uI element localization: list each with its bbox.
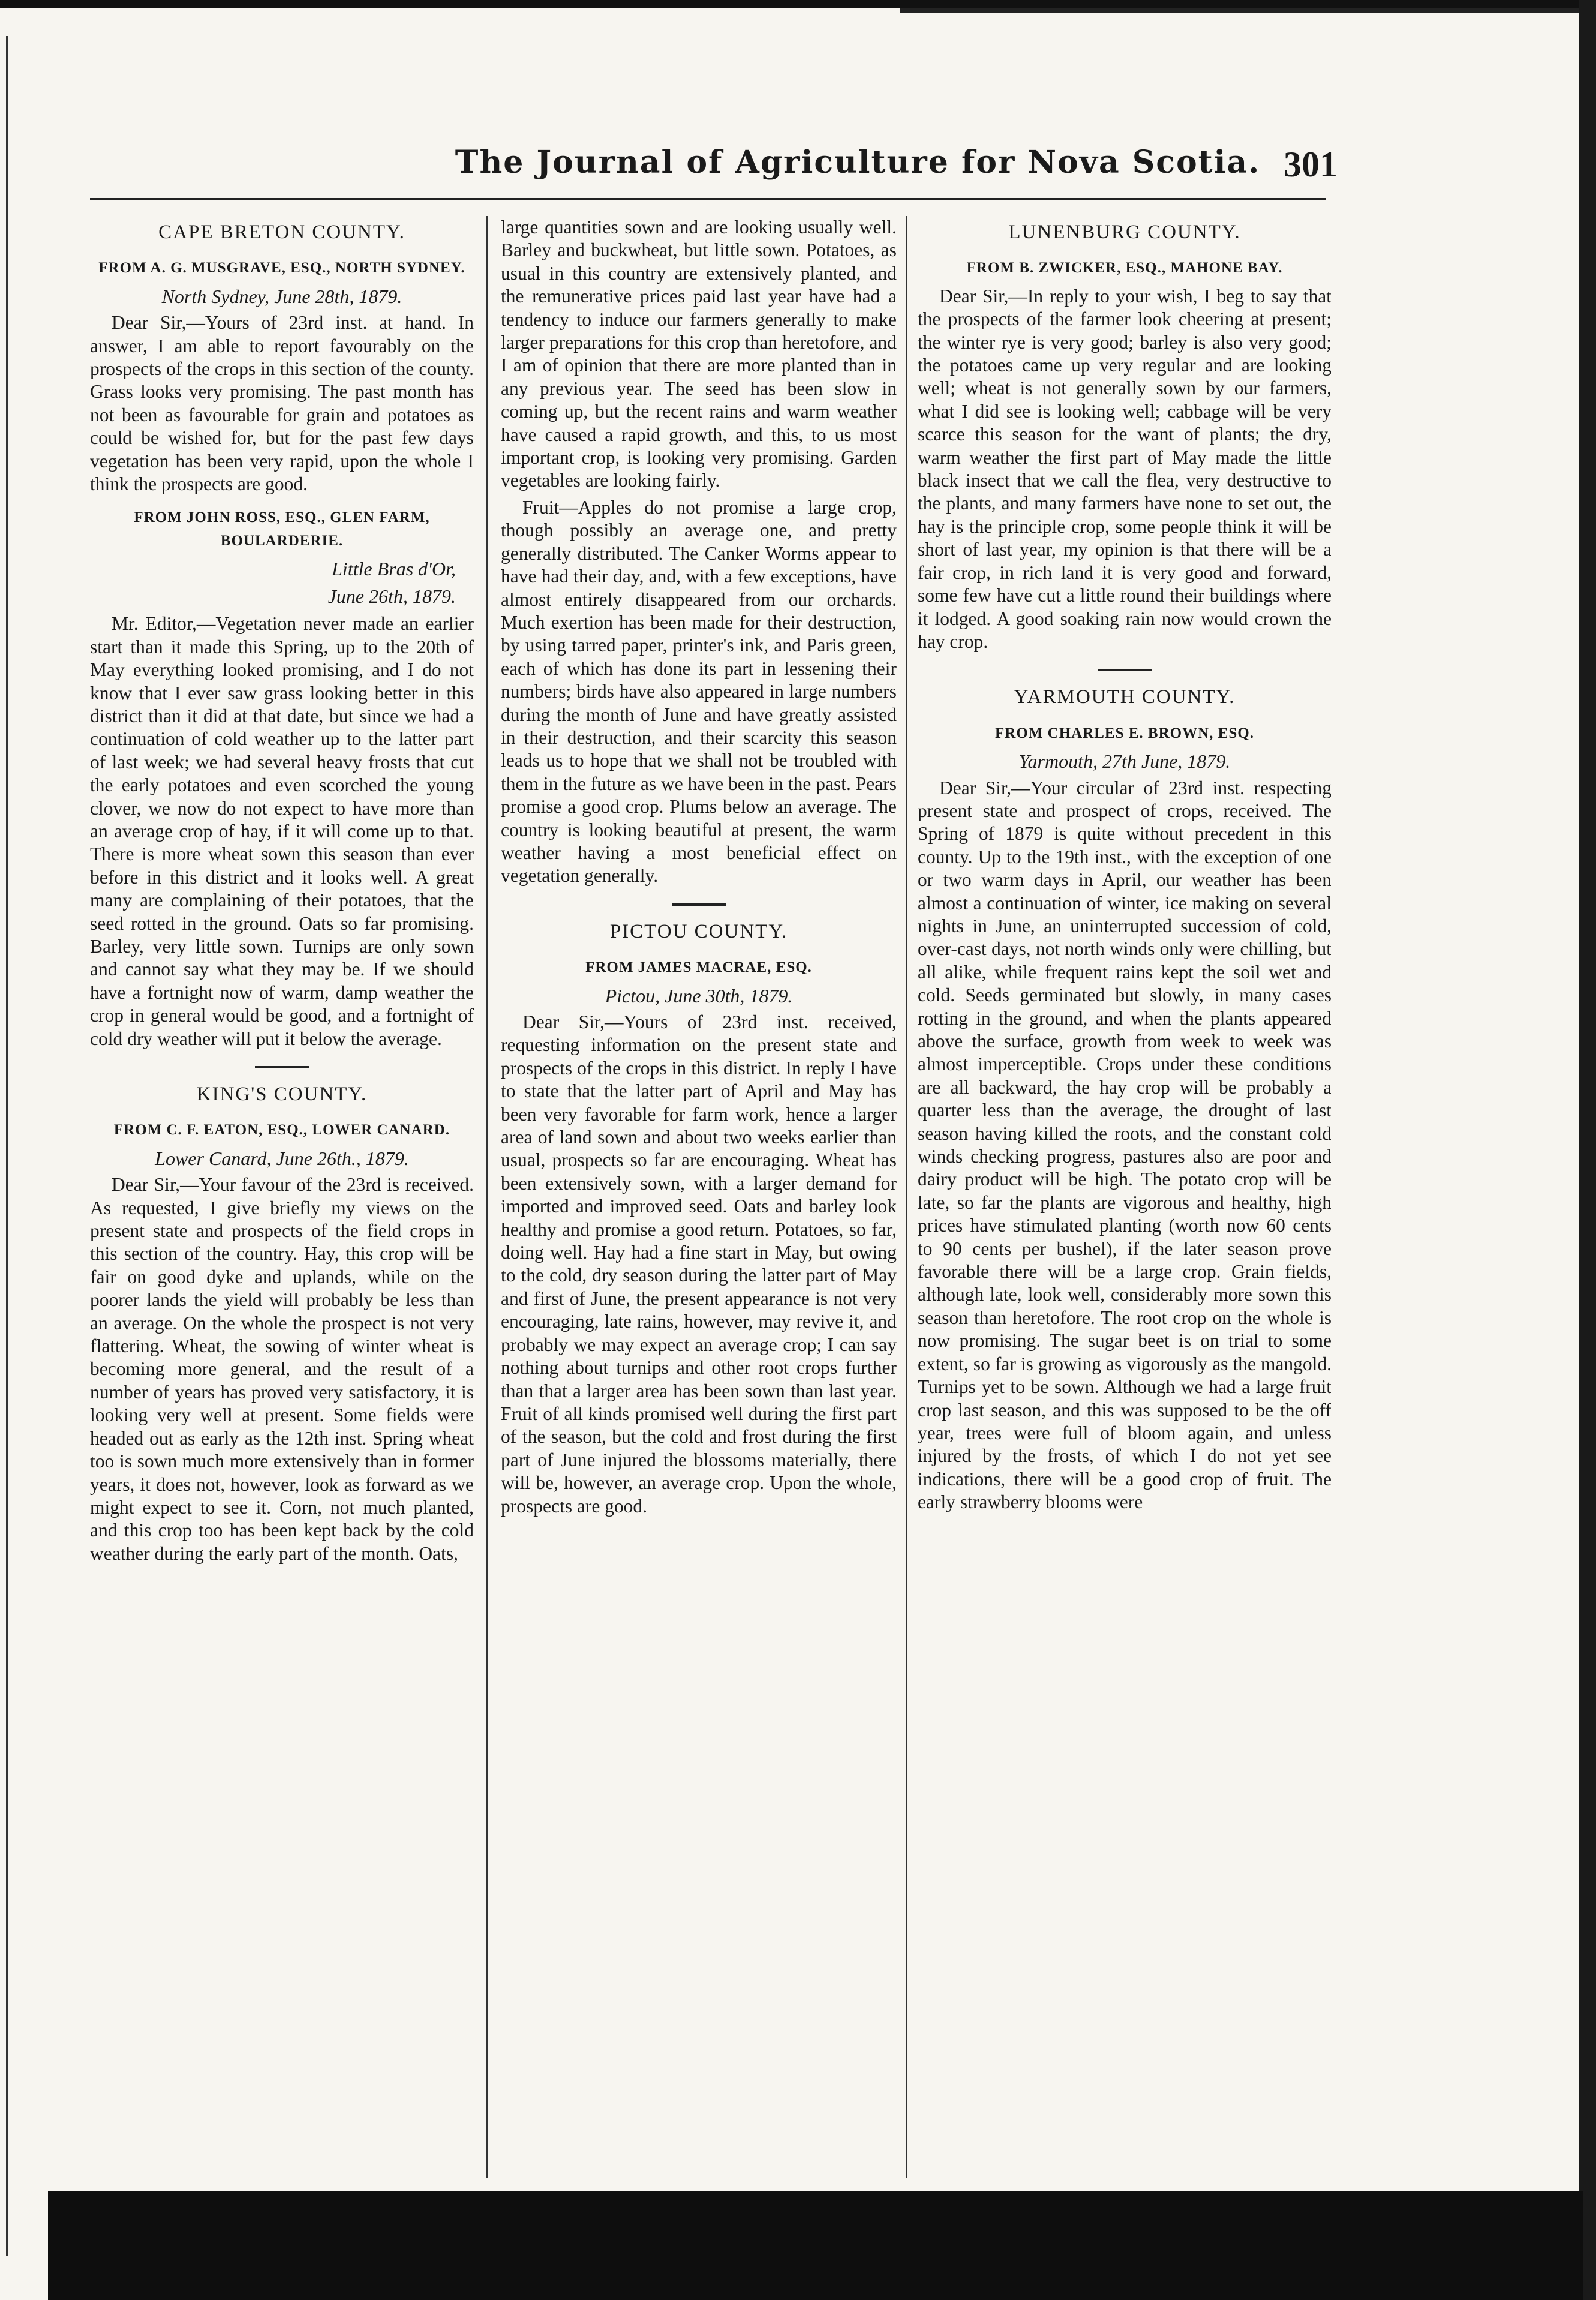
column-1 bbox=[90, 216, 474, 1569]
section-heading-yarmouth: YARMOUTH COUNTY. bbox=[1014, 686, 1236, 708]
letter-place: Little Bras d'Or, bbox=[332, 558, 456, 580]
scan-bottom-edge bbox=[48, 2191, 1583, 2300]
column-divider bbox=[486, 216, 488, 2178]
letter-source: FROM C. F. EATON, ESQ., LOWER CANARD. bbox=[113, 1122, 450, 1139]
scan-left-border bbox=[6, 36, 8, 2256]
letter-body: Dear Sir,—In reply to your wish, I beg to say that the prospects of the farmer look cheering at present; the winter rye is very good; barley is also very good; the potatoes came up very regular and are looking well; wheat is not generally sown by our farmers, what I did see is looking well; cabbage will be very scarce this season for the want of plants; the dry, warm weather the first part of May made the little black insect that we call the flea, very destructive to the plants, and many farmers have none to set out, the hay is the principle crop, some people think it will be short of last year, my opinion is that there will be a fair crop, in rich land it is very good and forward, some few have cut a little round their buildings where it lodged. A good soaking rain now would crown the hay crop. bbox=[918, 285, 1331, 652]
letter-place-date: Lower Canard, June 26th., 1879. bbox=[155, 1147, 409, 1169]
scan-top-edge bbox=[0, 0, 1596, 8]
header-divider bbox=[90, 198, 1326, 200]
scan-right-edge bbox=[1579, 0, 1596, 2300]
letter-source: FROM B. ZWICKER, ESQ., MAHONE BAY. bbox=[966, 260, 1283, 277]
section-separator bbox=[672, 903, 726, 906]
section-heading-lunenburg: LUNENBURG COUNTY. bbox=[1008, 221, 1241, 243]
page-number: 301 bbox=[1284, 145, 1337, 184]
letter-body: Dear Sir,—Your circular of 23rd inst. respecting present state and prospect of crops, received. The Spring of 1879 is quite without precedent in this county. Up to the 19th inst., with the exception of one or two warm days in April, our weather has been almost a continuation of winter, ice making on several nights in June, an uninterrupted succession of cold, over-cast days, not north winds only were chilling, but all alike, while frequent rains kept the soil wet and cold. Seeds germinated but slowly, in many cases rotting in the ground, and when the plants appeared above the surface, growth from week to week was almost imperceptible. Crops under these conditions are all backward, the hay crop will be probably a quarter less than the average, the drought of last season having killed the roots, and the constant cold winds checking progress, pastures also are poor and dairy product will be high. The potato crop will be late, so far the plants are vigorous and healthy, high prices have stimulated planting (worth now 60 cents to 90 cents per bushel), if the later season prove favorable there will be a large crop. Grain fields, although late, look well, considerably more sown this season than heretofore. The root crop on the whole is now promising. The sugar beet is on trial to some extent, so far is growing as vigorously as the mangold. Turnips yet to be sown. Although we had a large fruit crop last season, and this was supposed to be the off year, trees were full of bloom again, and unless injured by the frosts, of which I do not yet see indications, there will be a good crop of fruit. The early strawberry blooms were bbox=[918, 777, 1331, 1513]
letter-source: FROM A. G. MUSGRAVE, ESQ., NORTH SYDNEY. bbox=[98, 260, 465, 277]
letter-source: FROM JAMES MACRAE, ESQ. bbox=[585, 959, 812, 976]
section-separator bbox=[1098, 669, 1152, 671]
column-divider bbox=[906, 216, 907, 2178]
letter-place-date: Pictou, June 30th, 1879. bbox=[605, 984, 793, 1007]
letter-body: Dear Sir,—Yours of 23rd inst. received, requesting information on the present state and prospects of the crops in this district. In reply I have to state that the latter part of April and May has been very favorable for farm work, hence a larger area of land sown and about two weeks earlier than usual, prospects so far are encouraging. Wheat has been extensively sown, with a larger demand for imported and improved seed. Oats and barley look healthy and promise a good return. Potatoes, so far, doing well. Hay had a fine start in May, but owing to the cold, dry season during the latter part of May and first of June, the present appearance is not very encouraging, late rains, however, may revive it, and probably we may expect an average crop; I can say nothing about turnips and other root crops further than that a larger area has been sown than last year. Fruit of all kinds promised well during the first part of the season, but the cold and frost during the first part of June injured the blossoms materially, there will be, however, an average crop. Upon the whole, prospects are good. bbox=[501, 1011, 897, 1517]
letter-body: Mr. Editor,—Vegetation never made an earlier start than it made this Spring, up to the 20th of May everything looked promising, and I do not know that I ever saw grass looking better in this district than it did at that date, but since we had a continuation of cold weather up to the latter part of last week; we had several heavy frosts that cut the early potatoes and even scorched the young clover, we now do not expect to have more than an average crop of hay, if it will come up to that. There is more wheat sown this season than ever before in this district and it looks well. A great many are complaining of their potatoes, that the seed rotted in the ground. Oats so far promising. Barley, very little sown. Turnips are only sown and cannot say what they may be. If we should have a fortnight now of warm, damp weather the crop in general would be good, and a fortnight of cold dry weather will put it below the average. bbox=[90, 613, 474, 1049]
column-3 bbox=[918, 216, 1331, 1518]
section-separator bbox=[255, 1066, 309, 1068]
section-heading-pictou: PICTOU COUNTY. bbox=[609, 920, 788, 942]
scan-top-edge-strip bbox=[900, 8, 1596, 13]
letter-body: Fruit—Apples do not promise a large crop, though possibly an average one, and pretty generally distributed. The Canker Worms appear to have had their day, and, with a few exceptions, have almost entirely disappeared from our orchards. Much exertion has been made for their destruction, by using tarred paper, printer's ink, and Paris green, each of which has done its part in lessening their numbers; birds have also appeared in large numbers during the month of June and have greatly assisted in their destruction, and their scarcity this season leads us to hope that we shall not be troubled with them in the future as we have been in the past. Pears promise a good crop. Plums below an average. The country is looking beautiful at present, the warm weather having a most beneficial effect on vegetation generally. bbox=[501, 496, 897, 887]
letter-body-continued: large quantities sown and are looking usually well. Barley and buckwheat, but little sown. Potatoes, as usual in this country are extensively planted, and the remunerative prices paid last year have had a tendency to induce our farmers generally to make larger preparations for this crop than heretofore, and I am of opinion that there are more planted than in any previous year. The seed has been slow in coming up, but the recent rains and warm weather have caused a rapid growth, and this, to us most important crop, is looking very promising. Garden vegetables are looking fairly. bbox=[501, 217, 897, 491]
letter-place-date: Yarmouth, 27th June, 1879. bbox=[1018, 750, 1231, 773]
section-heading-cape-breton: CAPE BRETON COUNTY. bbox=[158, 221, 405, 243]
letter-body: Dear Sir,—Yours of 23rd inst. at hand. In answer, I am able to report favourably on the prospects of the crops in this section of the county. Grass looks very promising. The past month has not been as favourable for grain and potatoes as could be wished for, but for the past few days vegetation has been very rapid, upon the whole I think the prospects are good. bbox=[90, 312, 474, 495]
section-heading-kings: KING'S COUNTY. bbox=[196, 1083, 368, 1105]
letter-place-date: North Sydney, June 28th, 1879. bbox=[161, 285, 402, 307]
column-2 bbox=[501, 216, 897, 1521]
journal-title: The Journal of Agriculture for Nova Scotia. bbox=[455, 144, 1261, 181]
letter-body: Dear Sir,—Your favour of the 23rd is received. As requested, I give briefly my views on the present state and prospects of the field crops in this section of the country. Hay, this crop will be fair on good dyke and uplands, while on the poorer lands the yield will probably be less than an average. On the whole the prospect is not very flattering. Wheat, the sowing of winter wheat is becoming more general, and the result of a number of years has proved very satisfactory, it is looking very well at present. Some fields were headed out as early as the 12th inst. Spring wheat too is sown much more extensively than in former years, it does not, however, look as forward as we might expect to see it. Corn, not much planted, and this crop too has been kept back by the cold weather during the early part of the month. Oats, bbox=[90, 1174, 474, 1564]
letter-source: FROM JOHN ROSS, ESQ., GLEN FARM, BOULARDERIE. bbox=[134, 509, 430, 549]
letter-date: June 26th, 1879. bbox=[327, 585, 456, 608]
letter-source: FROM CHARLES E. BROWN, ESQ. bbox=[995, 725, 1254, 741]
